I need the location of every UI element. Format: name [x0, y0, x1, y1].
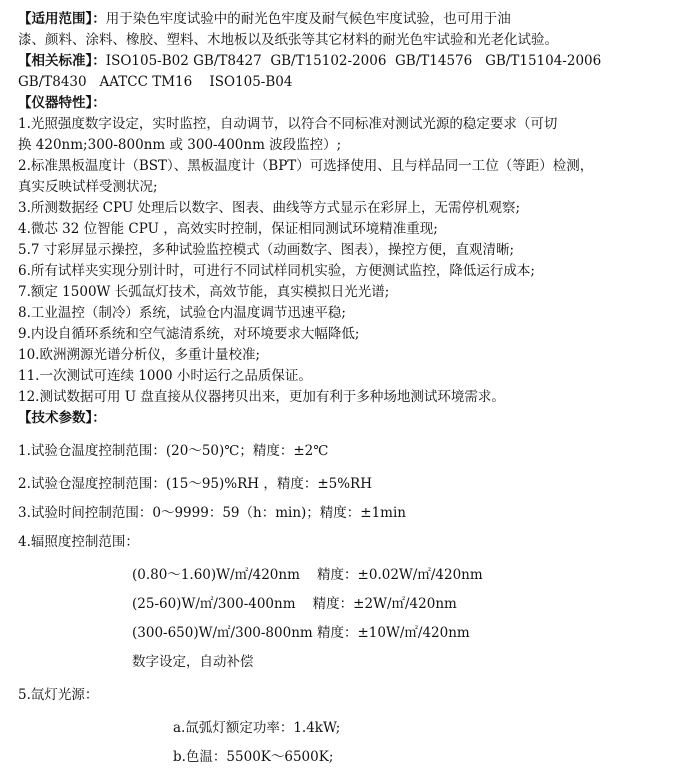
feature-line: 5.7 寸彩屏显示操控，多种试验监控模式（动画数字、图表），操控方便，直观清晰; [18, 242, 515, 258]
params-heading: 【技术参数】： [18, 410, 106, 426]
feature-line: 11.一次测试可连续 1000 小时运行之品质保证。 [18, 368, 312, 384]
scope-text-1: 用于染色牢度试验中的耐光色牢度及耐气候色牢度试验，也可用于油 [105, 11, 511, 27]
feature-line: 8.工业温控（制冷）系统，试验仓内温度调节迅速平稳; [18, 305, 346, 321]
feature-line: 1.光照强度数字设定，实时监控，自动调节，以符合不同标准对测试光源的稳定要求（可切 [18, 116, 558, 132]
feature-line: 6.所有试样夹实现分别计时，可进行不同试样同机实验，方便测试监控，降低运行成本; [18, 263, 535, 279]
scope-text-2: 漆、颜料、涂料、橡胶、塑料、木地板以及纸张等其它材料的耐光色牢试验和光老化试验。 [18, 32, 558, 48]
param-lamp-row: a.氙弧灯额定功率：1.4kW; [173, 720, 341, 736]
param-time: 3.试验时间控制范围：0～9999：59（h：min)；精度：±1min [18, 505, 406, 521]
param-irradiance-row: (300-650)W/㎡/300-800nm 精度：±10W/㎡/420nm [132, 625, 470, 641]
scope-line-1 [18, 9, 690, 30]
standards-line-1 [18, 51, 690, 72]
features-heading: 【仪器特性】： [18, 95, 106, 111]
param-irradiance-label: 4.辐照度控制范围： [18, 534, 139, 550]
param-irradiance-row: (0.80～1.60)W/㎡/420nm 精度：±0.02W/㎡/420nm [132, 567, 483, 583]
feature-line: 换 420nm;300-800nm 或 300-400nm 波段监控）; [18, 137, 342, 153]
spec-document [18, 9, 690, 768]
param-irradiance-row: (25-60)W/㎡/300-400nm 精度：±2W/㎡/420nm [132, 596, 457, 612]
param-irradiance-note: 数字设定，自动补偿 [132, 654, 254, 670]
standards-heading: 【相关标准】： [18, 53, 106, 69]
feature-line: 3.所测数据经 CPU 处理后以数字、图表、曲线等方式显示在彩屏上，无需停机观察; [18, 200, 521, 216]
param-lamp-row: b.色温：5500K～6500K; [173, 749, 334, 765]
feature-line: 真实反映试样受测状况; [18, 179, 158, 195]
param-temperature: 1.试验仓温度控制范围：(20～50)℃；精度：±2℃ [18, 443, 329, 459]
standards-text-1: ISO105-B02 GB/T8427 GB/T15102-2006 GB/T14576 GB/T15104-2006 [105, 53, 602, 69]
feature-line: 9.内设自循环系统和空气滤清系统，对环境要求大幅降低; [18, 326, 360, 342]
param-lamp-label: 5.氙灯光源： [18, 687, 99, 703]
scope-heading: 【适用范围】： [18, 11, 106, 27]
feature-line: 4.微芯 32 位智能 CPU ，高效实时控制，保证相同测试环境精准重现; [18, 221, 438, 237]
feature-line: 2.标准黑板温度计（BST）、黑板温度计（BPT）可选择使用、且与样品同一工位（等距）检测， [18, 158, 594, 174]
param-humidity: 2.试验仓湿度控制范围：(15～95)%RH ，精度：±5%RH [18, 476, 372, 492]
feature-line: 12.测试数据可用 U 盘直接从仪器拷贝出来，更加有利于多种场地测试环境需求。 [18, 389, 505, 405]
feature-line: 7.额定 1500W 长弧氙灯技术，高效节能，真实模拟日光光谱; [18, 284, 390, 300]
feature-line: 10.欧洲溯源光谱分析仪，多重计量校准; [18, 347, 261, 363]
standards-text-2: GB/T8430 AATCC TM16 ISO105-B04 [18, 74, 293, 90]
